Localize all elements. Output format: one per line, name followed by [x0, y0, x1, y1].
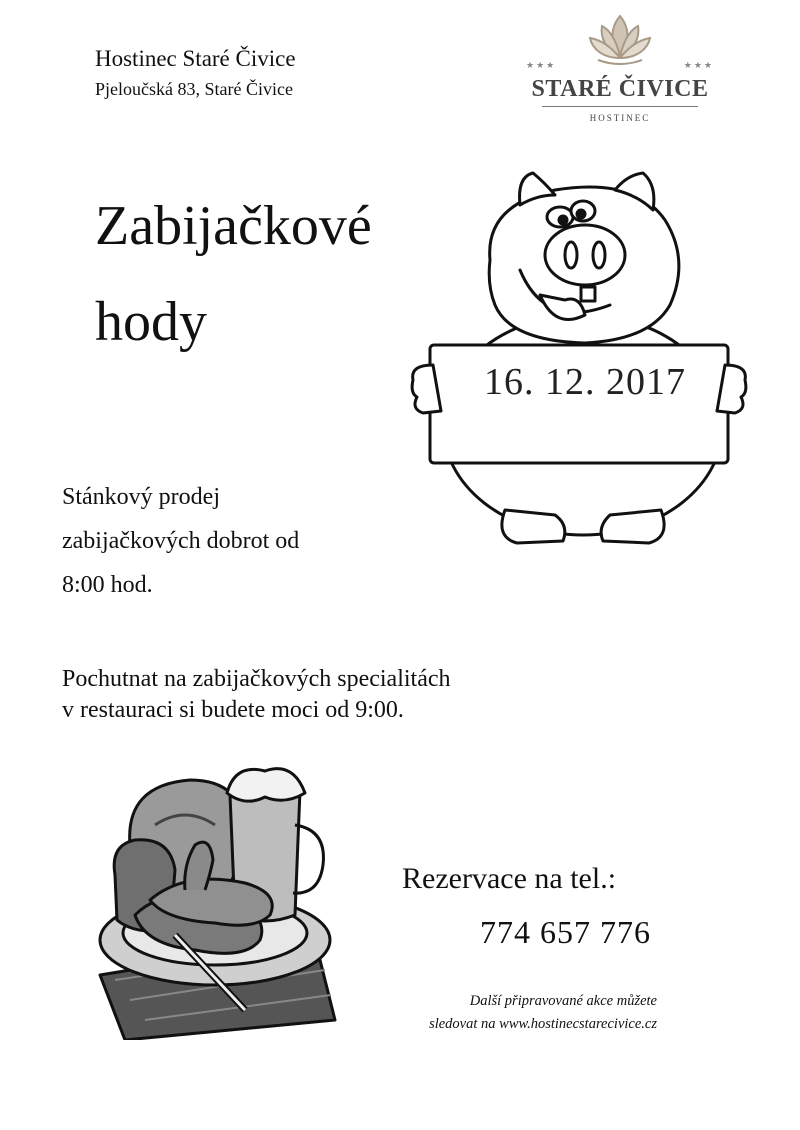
- headline-line-1: Zabijačkové: [95, 195, 372, 257]
- stars-left: ★★★: [526, 60, 557, 70]
- stars-right: ★★★: [683, 60, 714, 70]
- event-headline: [95, 178, 372, 370]
- venue-name: Hostinec Staré Čivice: [95, 46, 296, 71]
- stall-line-1: Stánkový prodej: [62, 484, 220, 510]
- reservation-label: Rezervace na tel.:: [402, 862, 617, 895]
- stall-line-2: zabijačkových dobrot od: [62, 528, 300, 554]
- venue-address: Pjeloučská 83, Staré Čivice: [95, 79, 293, 99]
- more-events-note: [362, 990, 657, 1036]
- reservation-phone[interactable]: 774 657 776: [480, 914, 651, 950]
- logo-subtitle: HOSTINEC: [589, 113, 651, 123]
- stall-sale-text: [62, 475, 299, 607]
- restaurant-line-1: Pochutnat na zabijačkových specialitách: [62, 666, 451, 692]
- headline-line-2: hody: [95, 291, 207, 353]
- stall-line-3: 8:00 hod.: [62, 572, 153, 598]
- restaurant-line-2: v restauraci si budete moci od 9:00.: [62, 697, 404, 723]
- logo-divider: [542, 106, 698, 107]
- logo-brand: STARÉ ČIVICE: [531, 76, 709, 102]
- more-events-line-1: Další připravované akce můžete: [469, 993, 657, 1009]
- logo: [520, 10, 720, 130]
- sausages-and-beer-illustration: [95, 765, 340, 1040]
- restaurant-text: [62, 664, 451, 726]
- event-date: 16. 12. 2017: [484, 361, 686, 403]
- more-events-line-2[interactable]: sledovat na www.hostinecstarecivice.cz: [429, 1016, 657, 1032]
